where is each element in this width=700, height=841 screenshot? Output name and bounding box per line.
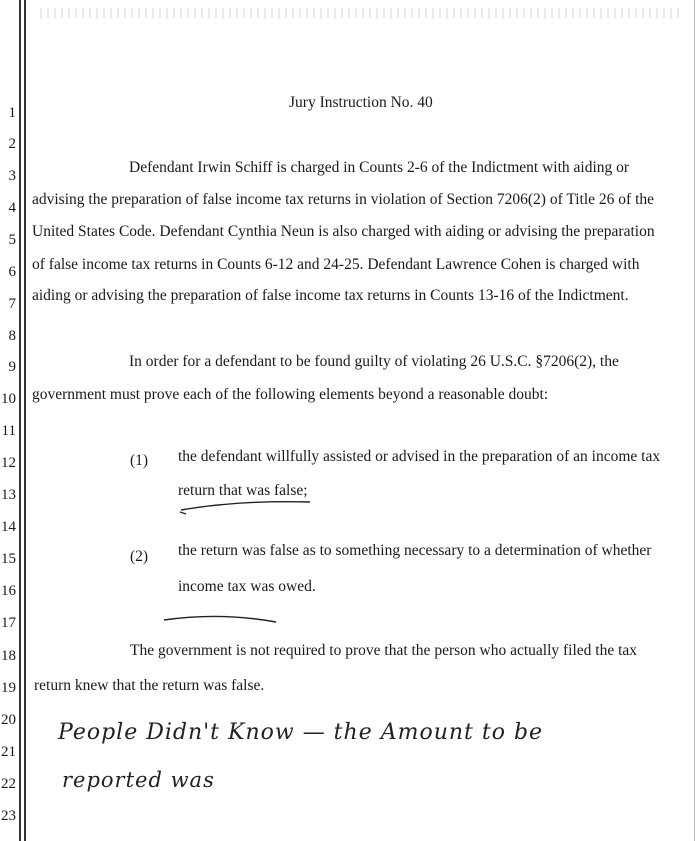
line-number-16: 16: [1, 583, 16, 599]
line-number-11: 11: [1, 423, 16, 439]
line-number-9: 9: [8, 359, 16, 375]
element-2-line-a: the return was false as to something necessary to a determination of whether: [178, 542, 652, 559]
line-number-14: 14: [1, 519, 16, 535]
underline-element-2: [164, 616, 276, 622]
line-number-13: 13: [1, 487, 16, 503]
line-number-18: 18: [1, 648, 16, 664]
line-number-15: 15: [1, 551, 16, 567]
element-2-line-b: income tax was owed.: [178, 578, 316, 595]
line-number-5: 5: [8, 232, 16, 248]
line-number-22: 22: [1, 776, 16, 792]
underline-tick-element-1: [180, 512, 186, 514]
paragraph-1-line-4: advising the preparation of false income tax returns in violation of Section 7206(2) of Title 26 of the: [32, 191, 655, 208]
handwritten-note-line-1: People Didn't Know — the Amount to be: [58, 720, 544, 745]
paragraph-1-line-5: United States Code. Defendant Cynthia Neun is also charged with aiding or advising the preparation: [32, 223, 655, 240]
line-number-7: 7: [8, 296, 16, 312]
paragraph-1-line-7: aiding or advising the preparation of false income tax returns in Counts 13-16 of the Indictment.: [32, 287, 629, 304]
handwritten-note-line-2: reported was: [62, 768, 215, 792]
element-2-marker: (2): [130, 548, 149, 565]
paragraph-2-line-10: government must prove each of the following elements beyond a reasonable doubt:: [32, 386, 549, 403]
paragraph-1-line-3: Defendant Irwin Schiff is charged in Counts 2-6 of the Indictment with aiding or: [129, 159, 630, 176]
paragraph-1-line-6: of false income tax returns in Counts 6-12 and 24-25. Defendant Lawrence Cohen is charged with: [32, 256, 640, 273]
line-number-2: 2: [8, 136, 16, 152]
paragraph-3-line-19: return knew that the return was false.: [34, 677, 265, 694]
line-number-12: 12: [1, 455, 16, 471]
element-1-marker: (1): [130, 452, 149, 469]
line-number-20: 20: [1, 712, 16, 728]
line-number-1: 1: [8, 105, 16, 121]
line-number-6: 6: [8, 264, 16, 280]
paragraph-2-line-9: In order for a defendant to be found guilty of violating 26 U.S.C. §7206(2), the: [129, 353, 619, 370]
page-title: Jury Instruction No. 40: [289, 94, 433, 111]
line-number-21: 21: [1, 744, 16, 760]
line-number-19: 19: [1, 680, 16, 696]
line-number-4: 4: [8, 200, 16, 216]
line-number-8: 8: [8, 328, 16, 344]
line-number-17: 17: [1, 615, 16, 631]
line-number-3: 3: [8, 168, 16, 184]
line-number-23: 23: [1, 808, 16, 824]
line-number-10: 10: [1, 391, 16, 407]
element-1-line-b: return that was false;: [178, 482, 308, 499]
paragraph-3-line-18: The government is not required to prove that the person who actually filed the tax: [130, 642, 638, 659]
underline-element-1: [181, 502, 310, 510]
element-1-line-a: the defendant willfully assisted or advised in the preparation of an income tax: [178, 448, 661, 465]
